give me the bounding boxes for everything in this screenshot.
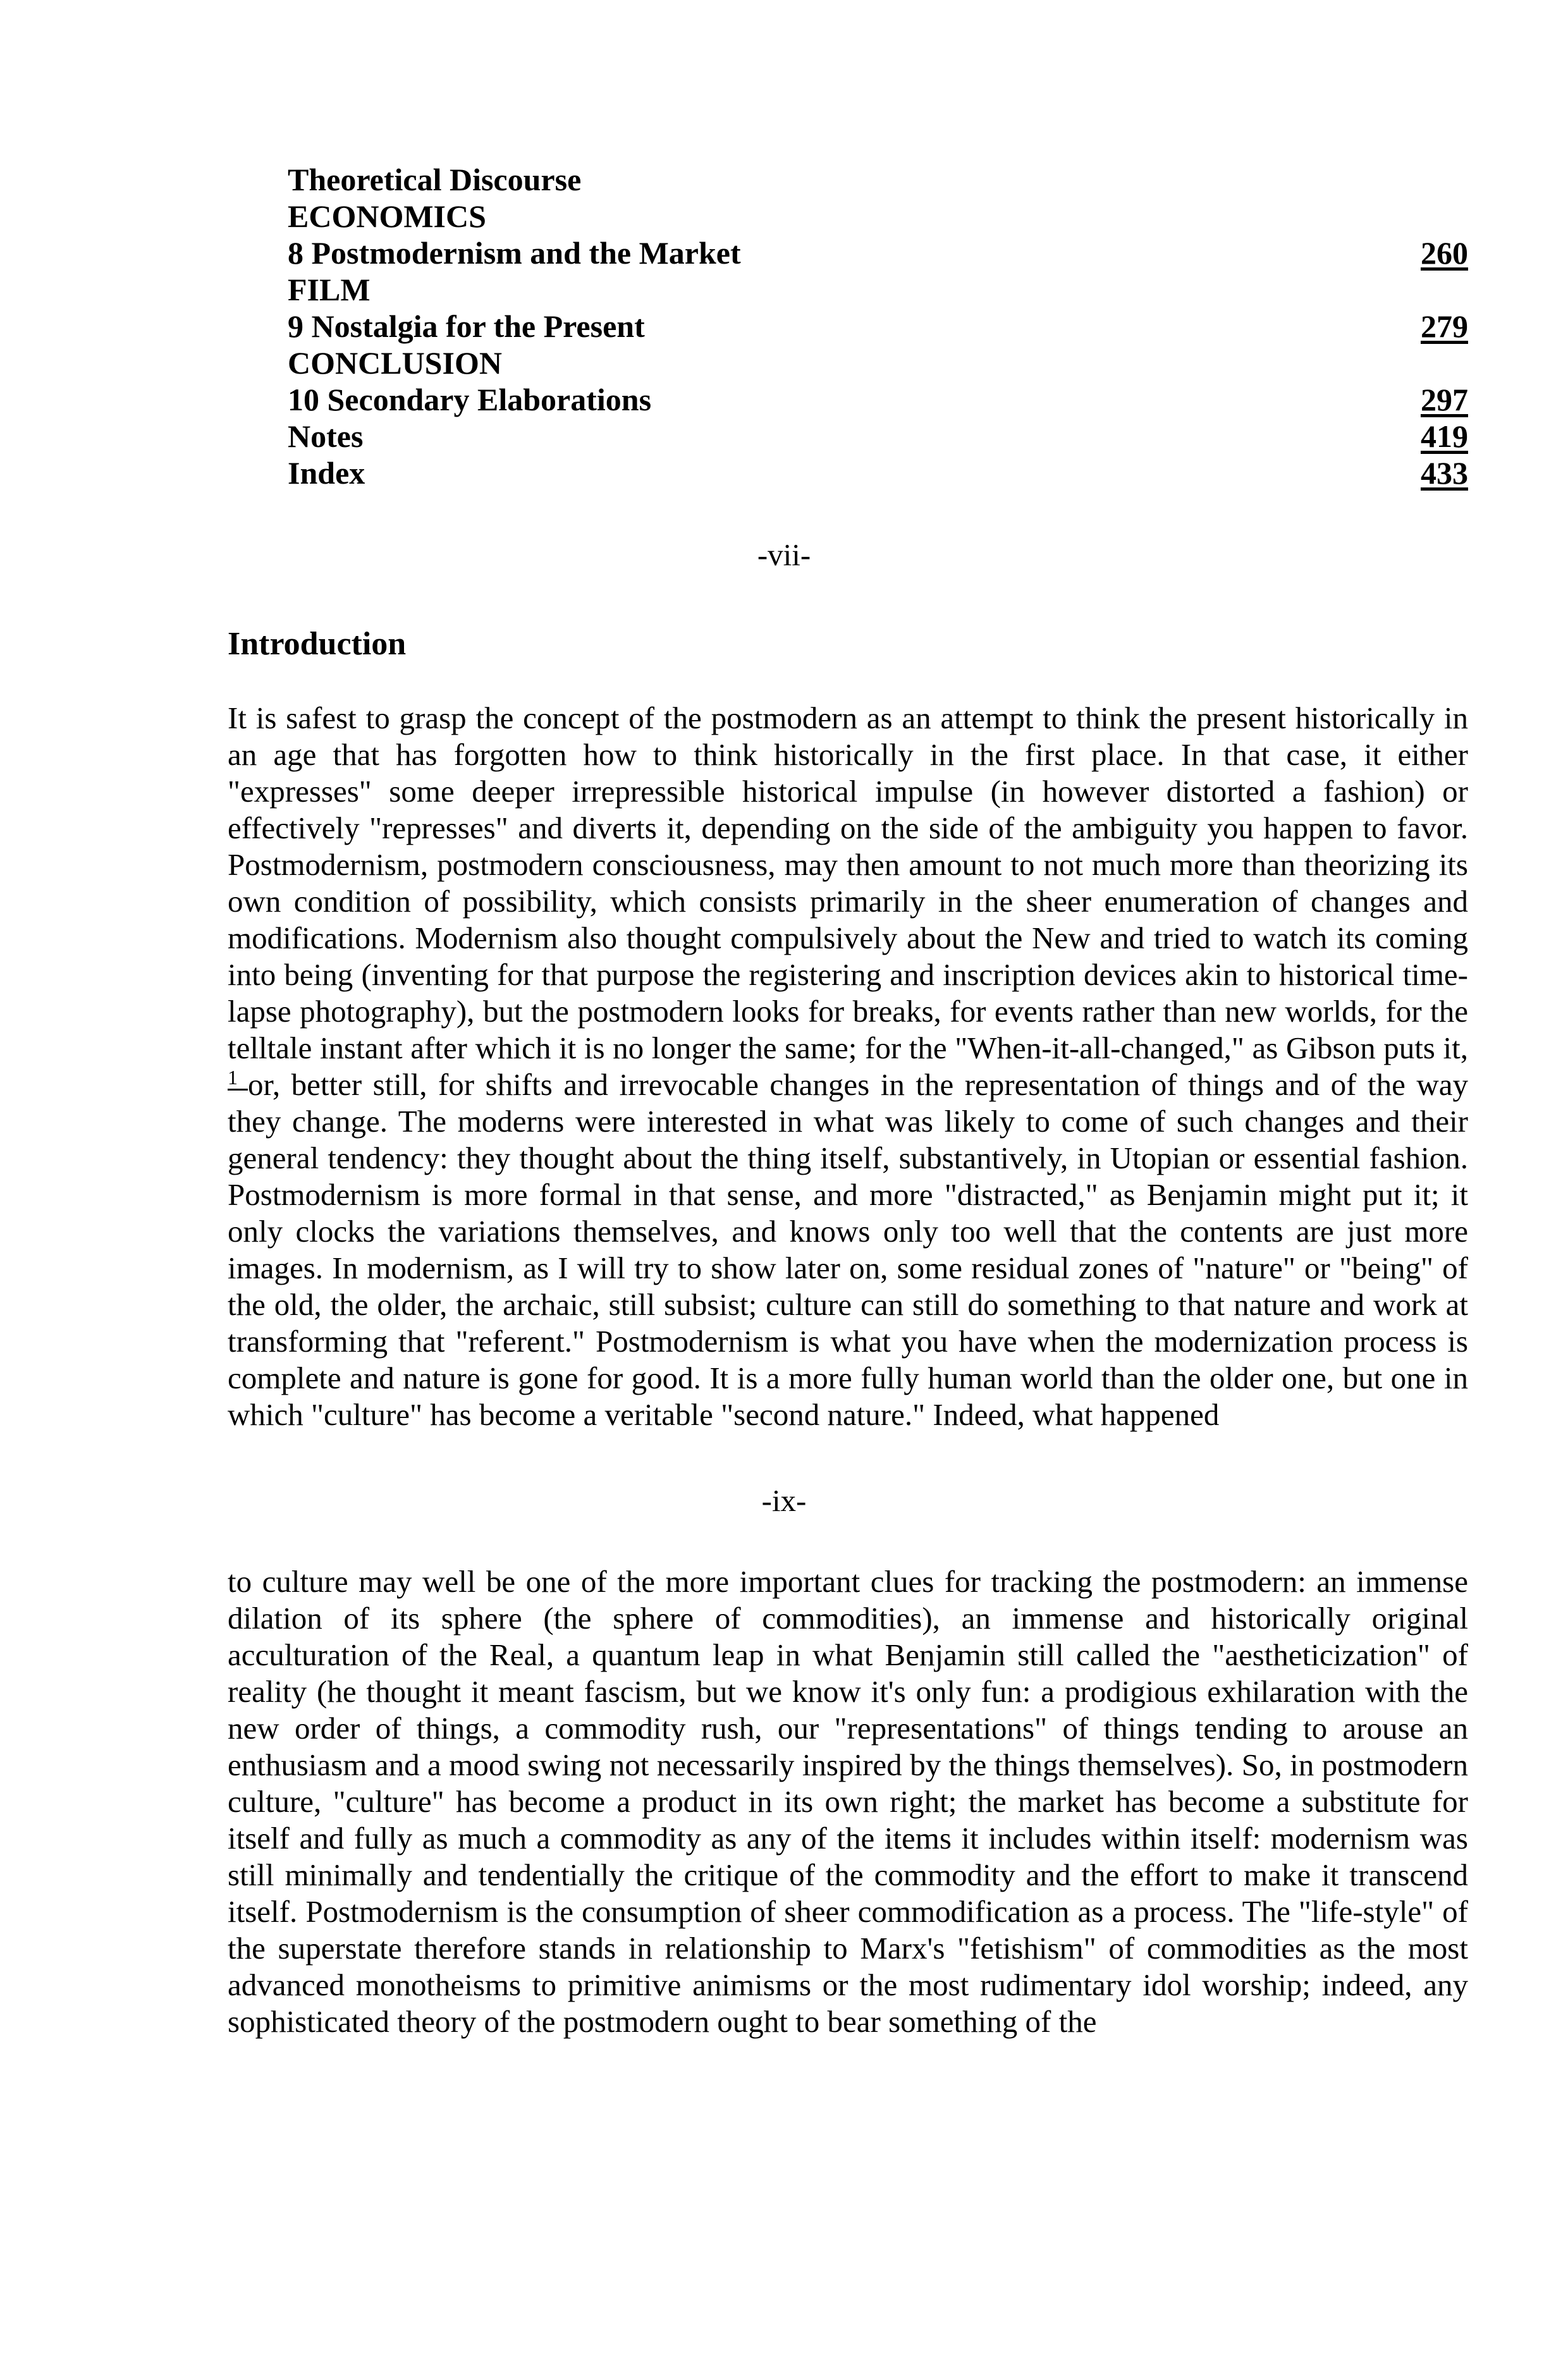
toc-row [288, 198, 1468, 235]
toc-row [288, 271, 1468, 308]
toc-page-link[interactable]: 419 [1421, 419, 1468, 454]
toc-entry-label: CONCLUSION [288, 345, 502, 381]
footnote-ref-link[interactable]: 1 [228, 1066, 248, 1091]
toc-entry-label: FILM [288, 272, 371, 307]
toc-page-link[interactable]: 297 [1421, 382, 1468, 417]
toc-entry-label: ECONOMICS [288, 199, 486, 234]
toc-entry-label: 8 Postmodernism and the Market [288, 235, 741, 271]
toc-entry-label: Notes [288, 419, 364, 454]
page-marker-vii: -vii- [757, 537, 811, 572]
document-page [0, 161, 1568, 2379]
introduction-heading: Introduction [228, 626, 407, 662]
toc-page-link[interactable]: 260 [1421, 235, 1468, 271]
toc-row [288, 418, 1468, 455]
paragraph-text-after-footnote: or, better still, for shifts and irrevocable changes in the representation of things and of the way they change. The moderns were interested in what was likely to come of such changes and their general tendency: they thought about the thing itself, substantively, in Utopian or essential fashion. Postmodernism is more formal in that sense, and more "distracted," as Benjamin might put it; it only clocks the variations themselves, and knows only too well that the contents are just more images. In modernism, as I will try to show later on, some residual zones of "nature" or "being" of the old, the older, the archaic, still subsist; culture can still do something to that nature and work at transforming that "referent." Postmodernism is what you have when the modernization process is complete and nature is gone for good. It is a more fully human world than the older one, but one in which "culture" has become a veritable "second nature." Indeed, what happened [228, 1067, 1468, 1432]
toc-page-link[interactable]: 279 [1421, 309, 1468, 344]
toc-entry-label: Index [288, 455, 365, 491]
toc-row [288, 345, 1468, 381]
toc-row [288, 308, 1468, 345]
introduction-paragraph-2: to culture may well be one of the more important clues for tracking the postmodern: an immense dilation of its sphere (the sphere of commodities), an immense and historically original acculturation of the Real, a quantum leap in what Benjamin still called the "aestheticization" of reality (he thought it meant fascism, but we know it's only fun: a prodigious exhilaration with the new order of things, a commodity rush, our "representations" of things tending to arouse an enthusiasm and a mood swing not necessarily inspired by the things themselves). So, in postmodern culture, "culture" has become a product in its own right; the market has become a substitute for itself and fully as much a commodity as any of the items it includes within itself: modernism was still minimally and tendentially the critique of the commodity and the effort to make it transcend itself. Postmodernism is the consumption of sheer commodification as a process. The "life-style" of the superstate therefore stands in relationship to Marx's "fetishism" of commodities as the most advanced monotheisms to primitive animisms or the most rudimentary idol worship; indeed, any sophisticated theory of the postmodern ought to bear something of the [228, 1564, 1468, 2039]
paragraph-text-before-footnote: It is safest to grasp the concept of the postmodern as an attempt to think the present historically in an age that has forgotten how to think historically in the first place. In that case, it either "expresses" some deeper irrepressible historical impulse (in however distorted a fashion) or effectively "represses" and diverts it, depending on the side of the ambiguity you happen to favor. Postmodernism, postmodern consciousness, may then amount to not much more than theorizing its own condition of possibility, which consists primarily in the sheer enumeration of changes and modifications. Modernism also thought compulsively about the New and tried to watch its coming into being (inventing for that purpose the registering and inscription devices akin to historical time-lapse photography), but the postmodern looks for breaks, for events rather than new worlds, for the telltale instant after which it is no longer the same; for the "When-it-all-changed," as Gibson puts it, [228, 700, 1468, 1065]
toc-row [288, 161, 1468, 198]
toc-row [288, 235, 1468, 271]
toc-entry-label: 10 Secondary Elaborations [288, 382, 652, 417]
introduction-paragraph-1 [228, 700, 1468, 1433]
toc-page-link[interactable]: 433 [1421, 455, 1468, 491]
toc-entry-label: 9 Nostalgia for the Present [288, 309, 645, 344]
toc-row [288, 381, 1468, 418]
table-of-contents [288, 161, 1468, 491]
toc-entry-label: Theoretical Discourse [288, 162, 582, 197]
page-marker-ix: -ix- [761, 1483, 807, 1518]
toc-row [288, 455, 1468, 491]
